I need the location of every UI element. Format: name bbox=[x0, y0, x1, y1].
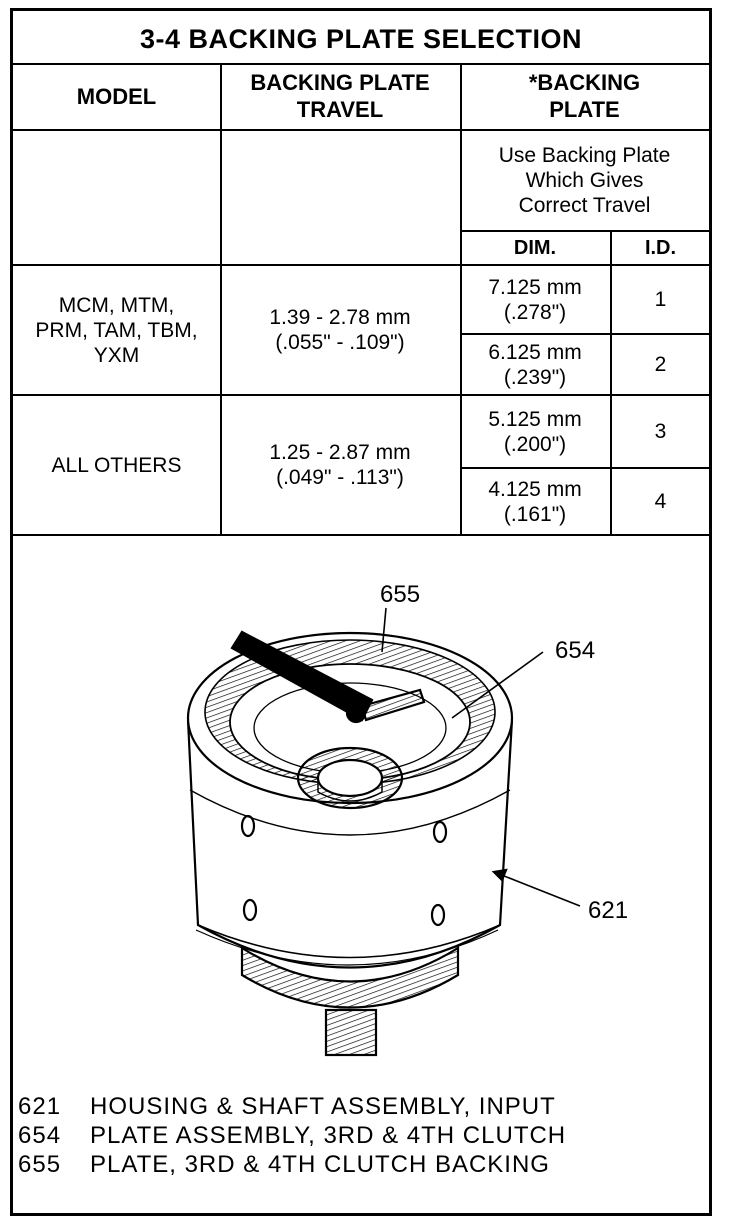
legend-number: 654 bbox=[18, 1122, 62, 1149]
dim-cell-1: 7.125 mm (.278") bbox=[488, 275, 582, 324]
group-2-model: ALL OTHERS bbox=[51, 453, 182, 477]
parts-legend bbox=[18, 1092, 566, 1179]
instruction-text: Use Backing Plate Which Gives Correct Travel bbox=[498, 144, 671, 217]
header-model: MODEL bbox=[76, 83, 157, 109]
subheader-id: I.D. bbox=[644, 236, 677, 259]
legend-row bbox=[18, 1150, 566, 1179]
id-cell-3: 3 bbox=[654, 420, 667, 443]
group-1-model: MCM, MTM, PRM, TAM, TBM, YXM bbox=[35, 293, 198, 367]
callout-655: 655 bbox=[380, 581, 421, 608]
id-cell-2: 2 bbox=[654, 353, 667, 376]
header-travel: BACKING PLATE TRAVEL bbox=[250, 70, 430, 122]
subheader-dim: DIM. bbox=[513, 236, 557, 259]
id-cell-4: 4 bbox=[654, 490, 667, 513]
id-cell-1: 1 bbox=[654, 288, 667, 311]
legend-number: 655 bbox=[18, 1151, 62, 1178]
legend-text: PLATE, 3RD & 4TH CLUTCH BACKING bbox=[90, 1151, 550, 1178]
legend-number: 621 bbox=[18, 1093, 62, 1120]
dim-cell-3: 5.125 mm (.200") bbox=[488, 407, 582, 456]
legend-text: PLATE ASSEMBLY, 3RD & 4TH CLUTCH bbox=[90, 1122, 567, 1149]
dim-cell-4: 4.125 mm (.161") bbox=[488, 477, 582, 526]
dim-cell-2: 6.125 mm (.239") bbox=[488, 340, 582, 389]
group-1-travel: 1.39 - 2.78 mm (.055" - .109") bbox=[269, 306, 411, 354]
page-title: 3-4 BACKING PLATE SELECTION bbox=[13, 11, 709, 65]
header-plate: *BACKING PLATE bbox=[528, 70, 641, 122]
group-2-travel: 1.25 - 2.87 mm (.049" - .113") bbox=[269, 441, 411, 489]
legend-row bbox=[18, 1121, 566, 1150]
callout-621: 621 bbox=[588, 897, 629, 924]
legend-text: HOUSING & SHAFT ASSEMBLY, INPUT bbox=[90, 1093, 556, 1120]
callout-654: 654 bbox=[555, 637, 596, 664]
legend-row bbox=[18, 1092, 566, 1121]
housing-body bbox=[188, 608, 580, 1055]
